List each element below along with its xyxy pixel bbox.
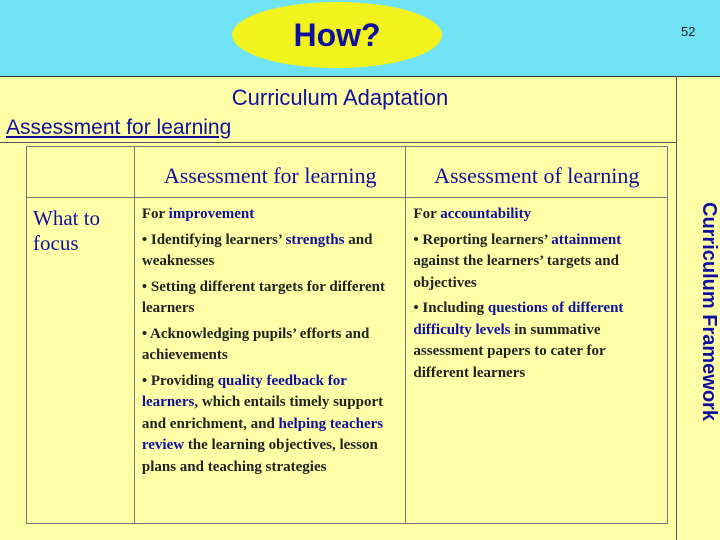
bullet-text: • Reporting learners’ <box>413 231 552 248</box>
frame-divider-horizontal <box>0 142 676 143</box>
highlighted-phrase: helping teachers review <box>141 415 384 453</box>
bullet-text: • Identifying learners’ <box>141 231 286 248</box>
intro-keyword: improvement <box>168 206 255 222</box>
bullet-text: , which entails timely support and enrichment, and <box>141 394 384 432</box>
column-heading-for-learning: Assessment for learning <box>134 147 406 198</box>
cell-intro <box>142 204 400 226</box>
bullet-item <box>413 230 661 295</box>
table-row <box>27 198 668 524</box>
highlighted-phrase: strengths <box>285 231 345 248</box>
intro-prefix: For <box>141 206 169 222</box>
comparison-table <box>26 146 668 524</box>
intro-prefix: For <box>413 206 441 222</box>
frame-divider-vertical <box>676 76 677 540</box>
header-band <box>0 0 720 77</box>
title-oval <box>232 2 442 68</box>
highlighted-phrase: quality feedback for learners <box>141 372 347 410</box>
bullet-text: • Including <box>413 300 488 316</box>
subtitle: Curriculum Adaptation <box>231 85 449 110</box>
section-label: Assessment for learning <box>6 116 232 139</box>
row-label-what-to-focus: What to focus <box>27 198 135 524</box>
bullet-text: against the learners’ targets and objectives <box>413 253 619 291</box>
curriculum-framework-label: Curriculum Framework <box>698 201 720 421</box>
bullet-item <box>413 298 661 384</box>
page-number: 52 <box>681 24 696 39</box>
bullet-item <box>142 324 400 367</box>
bullet-text: • Acknowledging pupils’ efforts and achievements <box>141 325 370 363</box>
bullet-text: in summative assessment papers to cater for different learners <box>413 321 606 381</box>
bullet-text: and weaknesses <box>141 231 373 269</box>
bullet-text: • Providing <box>141 372 218 389</box>
bullet-item <box>142 371 400 479</box>
highlighted-phrase: questions of different difficulty levels <box>413 300 624 338</box>
intro-keyword: accountability <box>440 206 532 222</box>
highlighted-phrase: attainment <box>551 231 622 248</box>
bullet-item <box>142 277 400 320</box>
bullet-text: • Setting different targets for different learners <box>141 278 385 316</box>
column-heading-of-learning: Assessment of learning <box>406 147 668 198</box>
table-header-row <box>27 147 668 198</box>
cell-for-learning <box>134 198 406 524</box>
bullet-item <box>142 230 400 273</box>
cell-of-learning <box>406 198 668 524</box>
cell-intro <box>413 204 661 226</box>
corner-cell <box>27 147 135 198</box>
bullet-text: the learning objectives, lesson plans and teaching strategies <box>141 437 378 475</box>
slide-title: How? <box>293 16 381 53</box>
